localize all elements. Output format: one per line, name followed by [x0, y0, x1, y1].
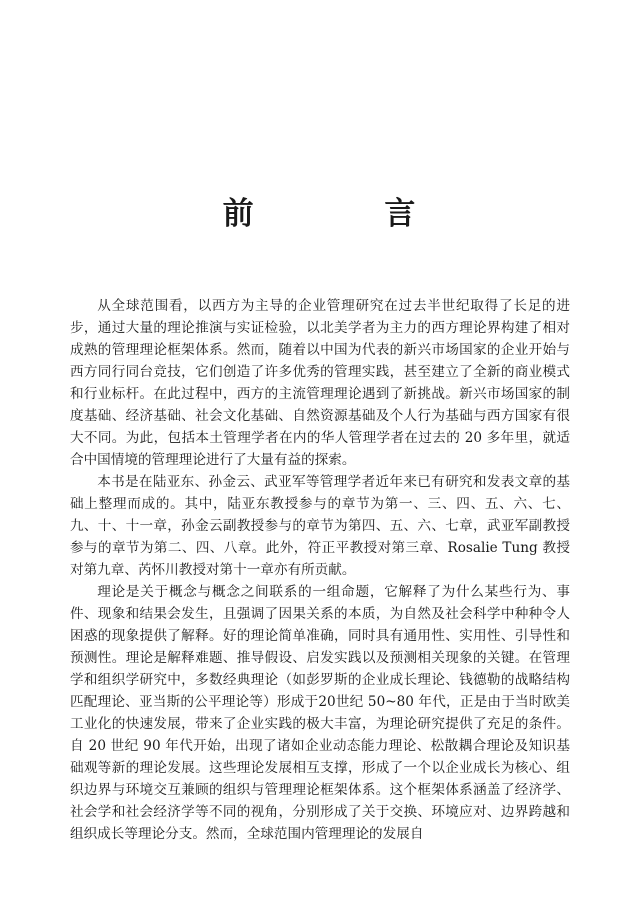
page-title: 前 言	[222, 195, 476, 232]
paragraph-2: 本书是在陆亚东、孙金云、武亚军等管理学者近年来已有研究和发表文章的基础上整理而成的。其中，陆亚东教授参与的章节为第一、三、四、五、六、七、九、十、十一章，孙金云副教授参与的章节为第四、五、六、七章，武亚军副教授参与的章节为第二、四、八章。此外，符正平教授对第三章、Rosalie Tung 教授对第九章、芮怀川教授对第十一章亦有所贡献。	[70, 474, 570, 578]
paragraph-3: 理论是关于概念与概念之间联系的一组命题，它解释了为什么某些行为、事件、现象和结果会发生，且强调了因果关系的本质，为自然及社会科学中种种令人困惑的现象提供了解释。好的理论简单准确，同时具有通用性、实用性、引导性和预测性。理论是解释难题、推导假设、启发实践以及预测相关现象的关键。在管理学和组织学研究中，多数经典理论（如彭罗斯的企业成长理论、钱德勒的战略结构匹配理论、亚当斯的公平理论等）形成于20世纪 50~80 年代，正是由于当时欧美工业化的快速发展，带来了企业实践的极大丰富，为理论研究提供了充足的条件。自 20 世纪 90 年代开始，出现了诸如企业动态能力理论、松散耦合理论及知识基础观等新的理论发展。这些理论发展相互支撑，形成了一个以企业成长为核心、组织边界与环境交互兼顾的组织与管理理论框架体系。这个框架体系涵盖了经济学、社会学和社会经济学等不同的视角，分别形成了关于交换、环境应对、边界跨越和组织成长等理论分支。然而，全球范围内管理理论的发展自	[70, 584, 570, 842]
paragraph-1: 从全球范围看，以西方为主导的企业管理研究在过去半世纪取得了长足的进步，通过大量的理论推演与实证检验，以北美学者为主力的西方理论界构建了相对成熟的管理理论框架体系。然而，随着以中国为代表的新兴市场国家的企业开始与西方同行同台竞技，它们创造了许多优秀的管理实践，甚至建立了全新的商业模式和行业标杆。在此过程中，西方的主流管理理论遇到了新挑战。新兴市场国家的制度基础、经济基础、社会文化基础、自然资源基础及个人行为基础与西方国家有很大不同。为此，包括本土管理学者在内的华人管理学者在过去的 20 多年里，就适合中国情境的管理理论进行了大量有益的探索。	[70, 298, 570, 468]
preface-body	[70, 295, 570, 845]
